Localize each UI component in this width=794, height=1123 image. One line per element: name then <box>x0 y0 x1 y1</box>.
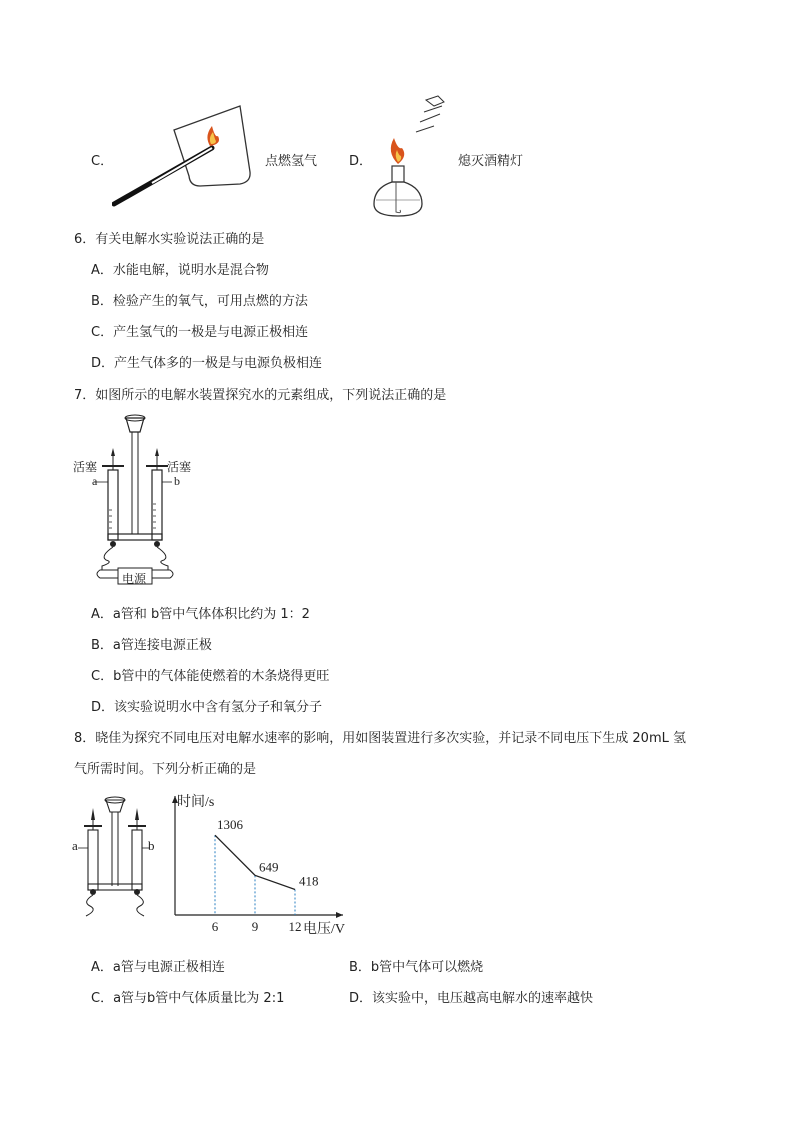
q7-option-c: C．b管中的气体能使燃着的木条烧得更旺 <box>91 669 330 684</box>
q8-stem-line1: 8．晓佳为探究不同电压对电解水速率的影响，用如图装置进行多次实验，并记录不同电压下生成 20mL 氢 <box>74 731 686 746</box>
q5-option-c-letter: C． <box>91 154 114 169</box>
y-axis-label: 时间/s <box>177 795 215 810</box>
q8-option-d: D．该实验中，电压越高电解水的速率越快 <box>349 991 594 1006</box>
q7-left-valve-label: 活塞 <box>73 460 98 474</box>
q7-option-d: D．该实验说明水中含有氢分子和氧分子 <box>91 700 323 715</box>
x-tick-label: 12 <box>288 919 302 934</box>
q7-tube-a-label: a <box>92 474 98 488</box>
q8-option-b: B．b管中气体可以燃烧 <box>349 960 484 975</box>
q7-tube-b-label: b <box>174 474 180 488</box>
q6-stem: 6．有关电解水实验说法正确的是 <box>74 232 265 247</box>
q7-option-a: A．a管和 b管中气体体积比约为 1：2 <box>91 607 310 622</box>
x-axis-arrow <box>336 912 343 918</box>
x-axis-label: 电压/V <box>303 922 345 937</box>
data-label: 649 <box>259 859 279 875</box>
q8-stem-line2: 气所需时间。下列分析正确的是 <box>74 762 257 777</box>
x-tick-label: 9 <box>251 919 259 934</box>
q6-option-a: A．水能电解，说明水是混合物 <box>91 263 269 278</box>
data-label: 418 <box>299 873 319 889</box>
q7-right-valve-label: 活塞 <box>167 460 192 474</box>
ignite-hydrogen-image <box>112 102 262 208</box>
q5-option-d-letter: D． <box>349 154 373 169</box>
q7-power-label: 电源 <box>122 572 147 586</box>
q6-option-b: B．检验产生的氧气，可用点燃的方法 <box>91 294 308 309</box>
q7-option-b: B．a管连接电源正极 <box>91 638 212 653</box>
q8-option-a: A．a管与电源正极相连 <box>91 960 225 975</box>
q5-option-c-caption: 点燃氢气 <box>265 154 318 169</box>
q6-option-d: D．产生气体多的一极是与电源负极相连 <box>91 356 323 371</box>
electrolysis-apparatus-small-figure <box>70 790 170 930</box>
extinguish-lamp-image <box>368 92 458 220</box>
q8-tube-a-label: a <box>72 838 78 853</box>
voltage-time-chart <box>160 788 360 938</box>
x-tick-label: 6 <box>211 919 219 934</box>
q7-stem: 7．如图所示的电解水装置探究水的元素组成，下列说法正确的是 <box>74 388 447 403</box>
q6-option-c: C．产生氢气的一极是与电源正极相连 <box>91 325 309 340</box>
q8-tube-b-label: b <box>148 838 155 853</box>
q5-option-d-caption: 熄灭酒精灯 <box>458 154 524 169</box>
electrolysis-apparatus-figure <box>70 410 200 590</box>
data-label: 1306 <box>217 817 243 833</box>
q8-option-c: C．a管与b管中气体质量比为 2:1 <box>91 991 285 1006</box>
